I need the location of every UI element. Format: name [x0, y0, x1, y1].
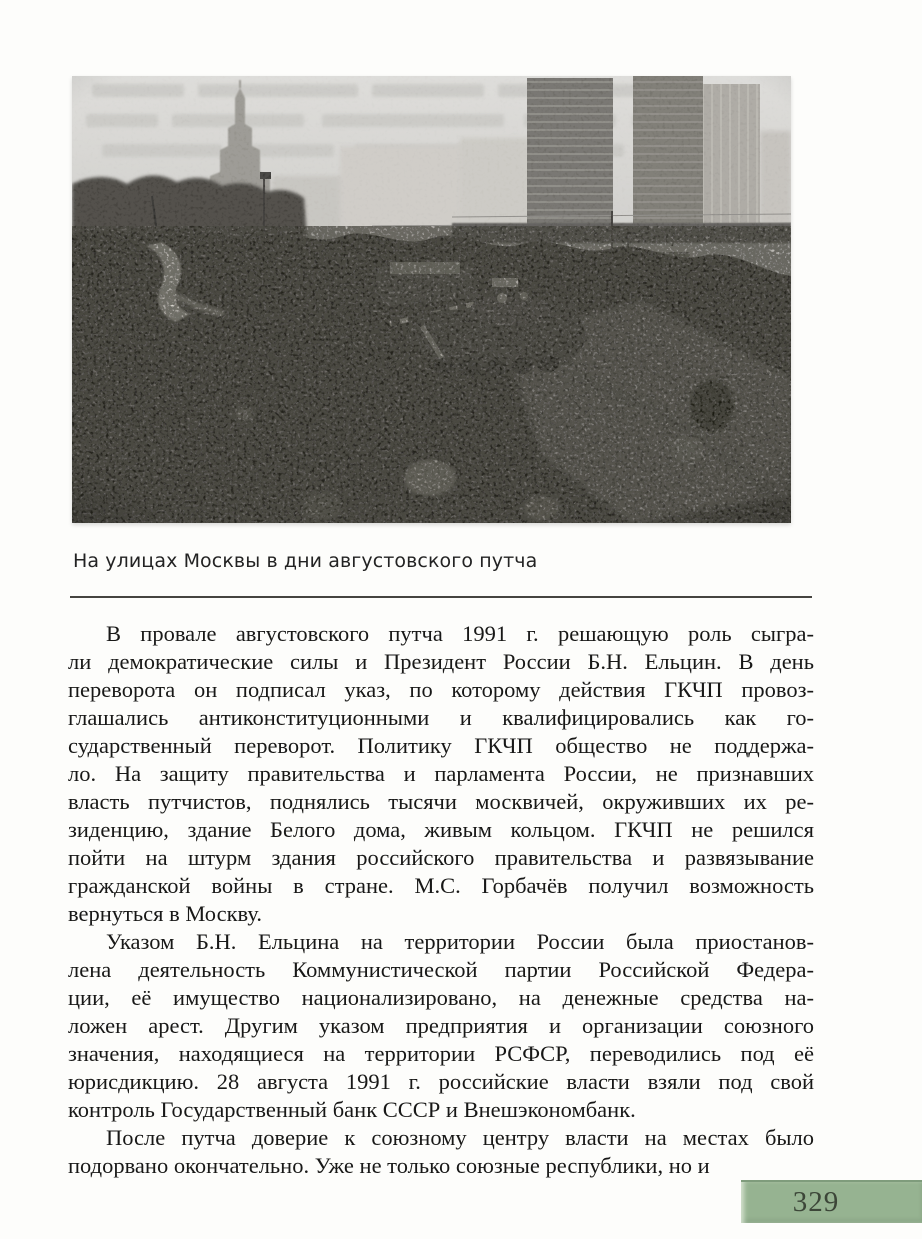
body-line: зиденцию, здание Белого дома, живым кольцом. ГКЧП не решился [68, 817, 814, 842]
body-line: ции, её имущество национализировано, на денежные средства на- [68, 985, 814, 1010]
body-text [68, 620, 814, 1180]
photo-caption: На улицах Москвы в дни августовского путча [73, 550, 538, 572]
body-line: подорвано окончательно. Уже не только союзные республики, но и [68, 1153, 710, 1178]
body-line: контроль Государственный банк СССР и Внешэкономбанк. [68, 1097, 636, 1122]
section-divider [70, 596, 812, 598]
body-line: Указом Б.Н. Ельцина на территории России была приостанов- [106, 929, 814, 954]
page-number: 329 [792, 1186, 840, 1218]
body-line: глашались антиконституционными и квалифицировались как го- [68, 705, 814, 730]
body-line: переворота он подписал указ, по которому действия ГКЧП провоз- [68, 677, 814, 702]
body-line: гражданской войны в стране. М.С. Горбачёв получил возможность [68, 873, 814, 898]
body-line: лена деятельность Коммунистической партии Российской Федера- [68, 957, 814, 982]
body-line: ложен арест. Другим указом предприятия и организации союзного [68, 1013, 814, 1038]
page-number-box [741, 1180, 922, 1223]
body-line: После путча доверие к союзному центру власти на местах было [106, 1125, 814, 1150]
body-line: В провале августовского путча 1991 г. решающую роль сыгра- [106, 621, 814, 646]
body-line: сударственный переворот. Политику ГКЧП общество не поддержа- [68, 733, 814, 758]
body-line: ли демократические силы и Президент России Б.Н. Ельцин. В день [68, 649, 814, 674]
body-line: ло. На защиту правительства и парламента России, не признавших [68, 761, 814, 786]
body-line: значения, находящиеся на территории РСФСР, переводились под её [68, 1041, 814, 1066]
body-line: вернуться в Москву. [68, 901, 262, 926]
photo-august-putsch [72, 76, 791, 523]
body-line: власть путчистов, поднялись тысячи москвичей, окруживших их ре- [68, 789, 814, 814]
body-line: юрисдикцию. 28 августа 1991 г. российские власти взяли под свой [68, 1069, 814, 1094]
body-line: пойти на штурм здания российского правительства и развязывание [68, 845, 814, 870]
street-photo-illustration [72, 76, 791, 523]
